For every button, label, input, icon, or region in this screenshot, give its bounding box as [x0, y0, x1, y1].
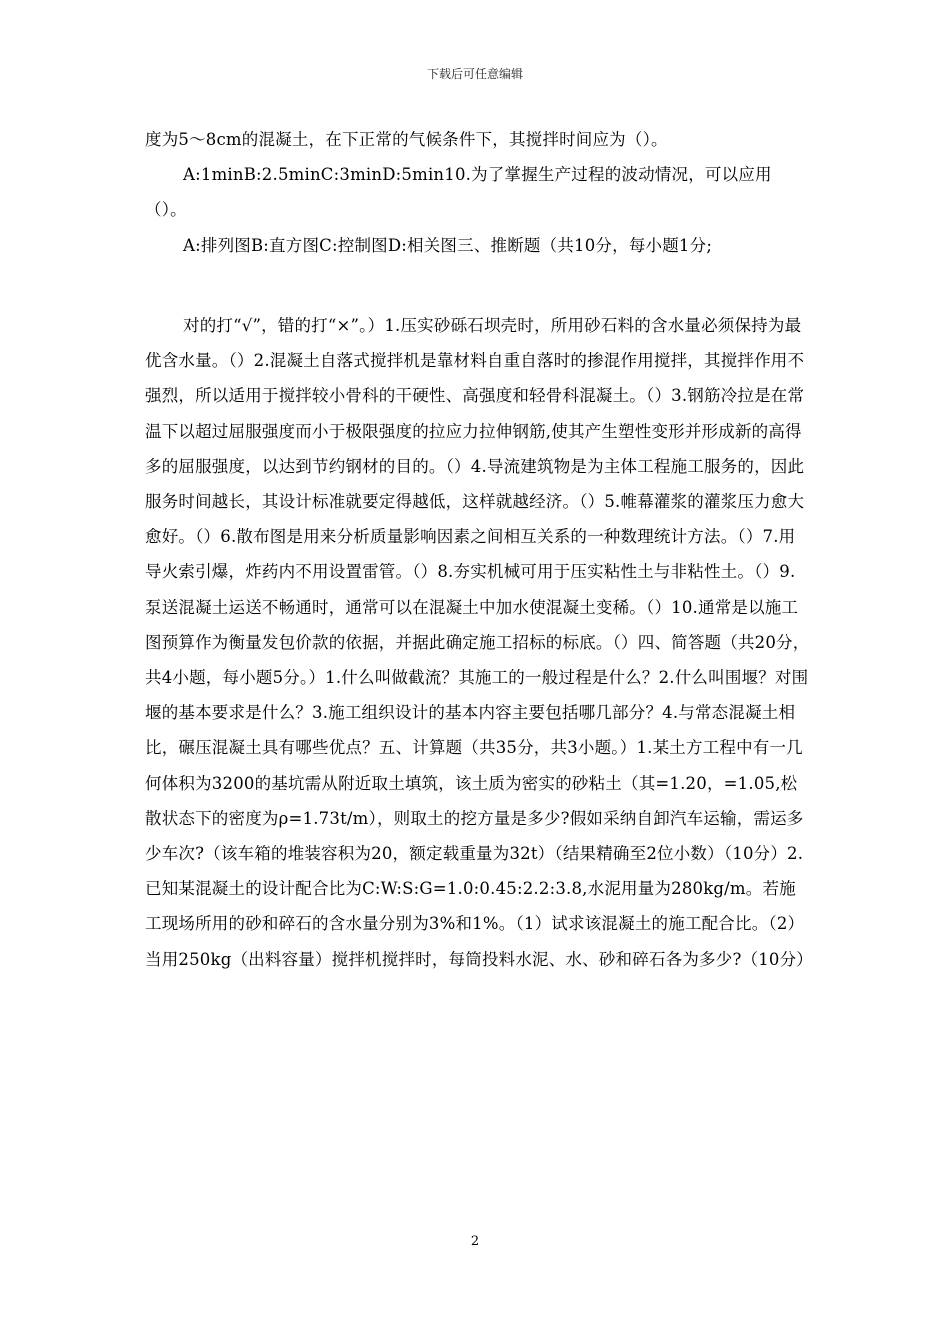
question-block-1 — [145, 122, 810, 263]
paragraph-options-q9: A:1minB:2.5minC:3minD:5min10.为了掌握生产过程的波动情况，可以应用（）。 — [145, 165, 772, 220]
paragraph-judgement-and-questions: 对的打“√”，错的打“×”。）1.压实砂砾石坝壳时，所用砂石料的含水量必须保持为最优含水量。（）2.混凝土自落式搅拌机是靠材料自重自落时的掺混作用搅拌，其搅拌作用不强烈，所以适用于搅拌较小骨科的干硬性、高强度和轻骨科混凝土。（）3.钢筋冷拉是在常温下以超过屈服强度而小于极限强度的拉应力拉伸钢筋,使其产生塑性变形并形成新的高得多的屈服强度，以达到节约钢材的目的。（）4.导流建筑物是为主体工程施工服务的，因此服务时间越长，其设计标准就要定得越低，这样就越经济。（）5.帷幕灌浆的灌浆压力愈大愈好。（）6.散布图是用来分析质量影响因素之间相互关系的一种数理统计方法。（）7.用导火索引爆，炸药内不用设置雷管。（）8.夯实机械可用于压实粘性土与非粘性土。（）9.泵送混凝土运送不畅通时，通常可以在混凝土中加水使混凝土变稀。（）10.通常是以施工图预算作为衡量发包价款的依据，并据此确定施工招标的标底。（）四、简答题（共20分，共4小题，每小题5分。）1.什么叫做截流？其施工的一般过程是什么？2.什么叫围堰？对围堰的基本要求是什么？3.施工组织设计的基本内容主要包括哪几部分？4.与常态混凝土相比，碾压混凝土具有哪些优点？五、计算题（共35分，共3小题。）1.某土方工程中有一几何体积为3200的基坑需从附近取土填筑，该土质为密实的砂粘土（其=1.20，=1.05,松散状态下的密度为ρ=1.73t/m），则取土的挖方量是多少?假如采纳自卸汽车运输，需运多少车次?（该车箱的堆装容积为20，额定载重量为32t）（结果精确至2位小数）（10分）2.已知某混凝土的设计配合比为C:W:S:G=1.0:0.45:2.2:3.8,水泥用量为280kg/m。若施工现场所用的砂和碎石的含水量分别为3%和1%。（1）试求该混凝土的施工配合比。（2）当用250kg（出料容量）搅拌机搅拌时，每筒投料水泥、水、砂和碎石各为多少?（10分） — [145, 316, 813, 969]
question-block-2 — [145, 308, 813, 977]
page-number: 2 — [470, 1234, 480, 1249]
page-header: 下载后可任意编辑 — [426, 67, 523, 81]
paragraph-options-q10: A:排列图B:直方图C:控制图D:相关图三、推断题（共10分，每小题1分; — [183, 235, 713, 255]
paragraph-mixing-time: 度为5～8cm的混凝土，在下正常的气候条件下，其搅拌时间应为（）。 — [145, 130, 668, 149]
